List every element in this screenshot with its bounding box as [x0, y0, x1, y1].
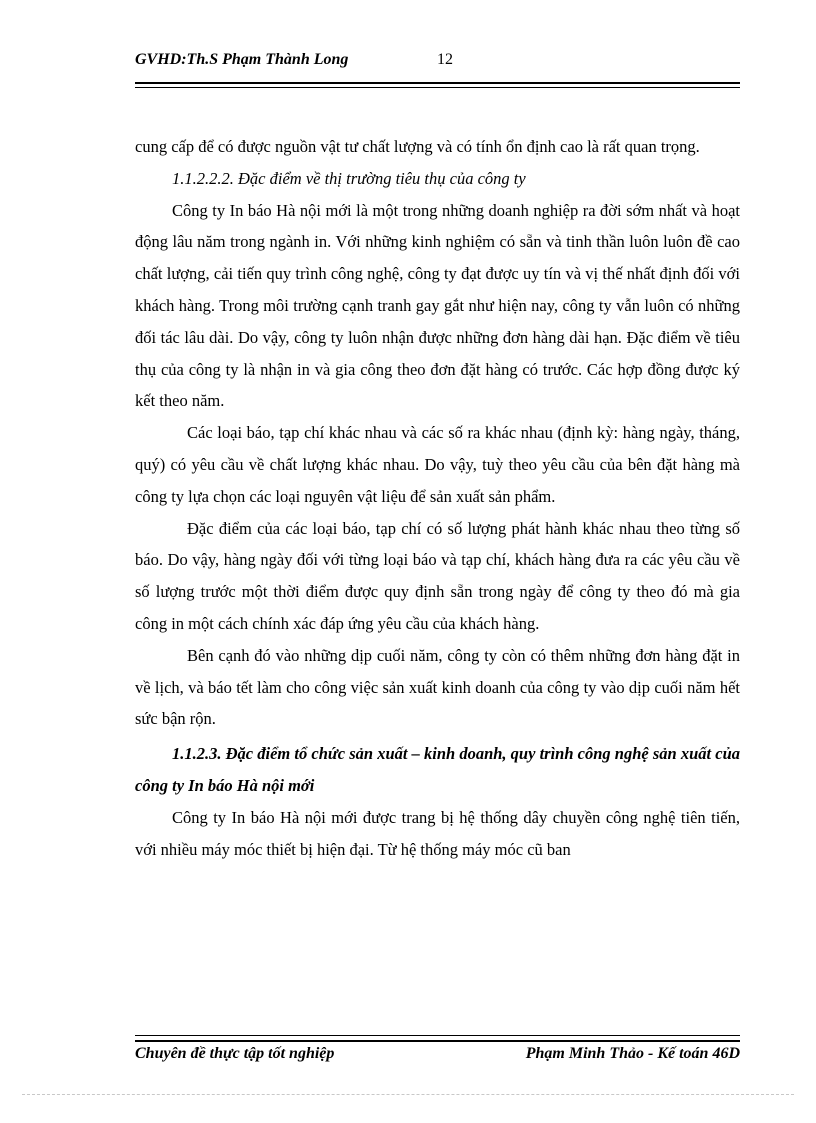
paragraph-2: Công ty In báo Hà nội mới là một trong những doanh nghiệp ra đời sớm nhất và hoạt động lâu năm trong ngành in. Với những kinh nghiệm có sẵn và tinh thần luôn luôn đề cao chất lượng, cải tiến quy trình công nghệ, công ty đạt được uy tín và vị thế nhất định đối với khách hàng. Trong môi trường cạnh tranh gay gắt như hiện nay, công ty vẫn luôn có những đối tác lâu dài. Do vậy, công ty luôn nhận được những đơn hàng dài hạn. Đặc điểm về tiêu thụ của công ty là nhận in và gia công theo đơn đặt hàng có trước. Các hợp đồng được ký kết theo năm. [135, 200, 740, 411]
header-rule [135, 82, 740, 88]
paragraph-5: Bên cạnh đó vào những dịp cuối năm, công ty còn có thêm những đơn hàng đặt in về lịch, và báo tết làm cho công việc sản xuất kinh doanh của công ty vào dịp cuối năm hết sức bận rộn. [135, 645, 740, 729]
paragraph-6: Công ty In báo Hà nội mới được trang bị hệ thống dây chuyền công nghệ tiên tiến, với nhiều máy móc thiết bị hiện đại. Từ hệ thống máy móc cũ ban [135, 808, 740, 859]
footer-author: Phạm Minh Thảo - Kế toán 46D [525, 1045, 740, 1062]
paragraph-4: Đặc điểm của các loại báo, tạp chí có số lượng phát hành khác nhau theo từng số báo. Do vậy, hàng ngày đối với từng loại báo và tạp chí, khách hàng đưa ra các yêu cầu về số lượng trước một thời điểm được quy định sẵn trong ngày để công ty theo đó mà gia công in một cách chính xác đáp ứng yêu cầu của khách hàng. [135, 518, 740, 633]
footer-rule [135, 1035, 740, 1042]
page-number: 12 [437, 51, 453, 68]
section-heading: 1.1.2.3. Đặc điểm tổ chức sản xuất – kinh doanh, quy trình công nghệ sản xuất của công ty In báo Hà nội mới [135, 744, 740, 796]
paragraph-3: Các loại báo, tạp chí khác nhau và các số ra khác nhau (định kỳ: hàng ngày, tháng, quý) có yêu cầu về chất lượng khác nhau. Do vậy, tuỳ theo yêu cầu của bên đặt hàng mà công ty lựa chọn các loại nguyên vật liệu để sản xuất sản phẩm. [135, 423, 740, 506]
paragraph-1: cung cấp để có được nguồn vật tư chất lượng và có tính ổn định cao là rất quan trọng. [135, 137, 700, 156]
footer-title: Chuyên đề thực tập tốt nghiệp [135, 1045, 335, 1062]
page-edge-divider [22, 1094, 794, 1095]
page-footer [135, 1045, 740, 1069]
supervisor-name: GVHD:Th.S Phạm Thành Long [135, 51, 349, 68]
subheading: 1.1.2.2.2. Đặc điểm về thị trường tiêu thụ của công ty [172, 168, 526, 188]
document-body [135, 131, 740, 866]
page-header [135, 48, 740, 74]
